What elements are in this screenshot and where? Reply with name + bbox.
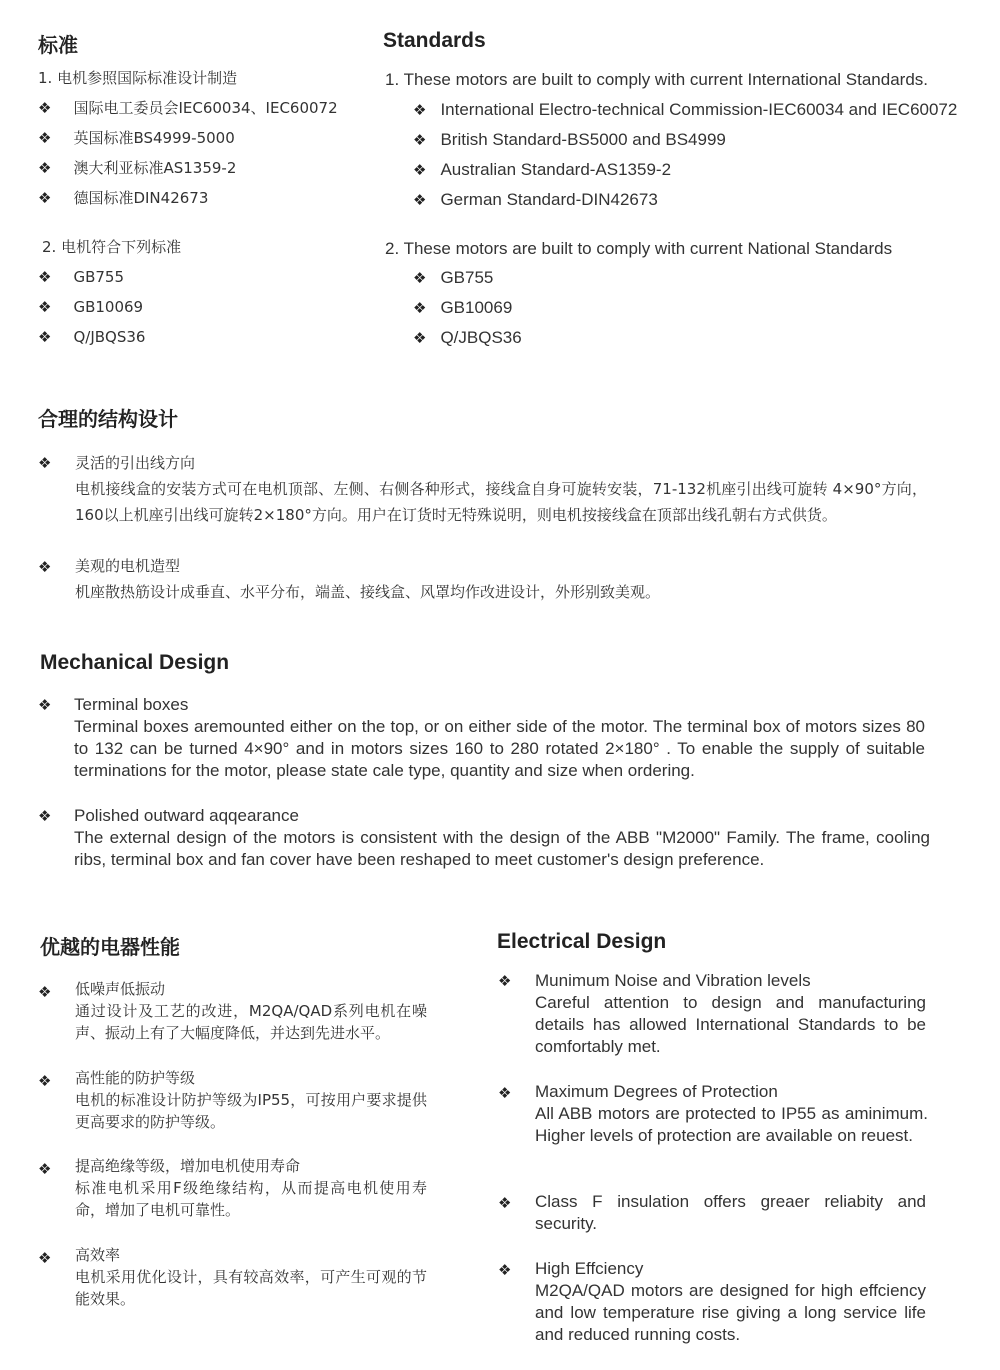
list-item: ❖ 澳大利亚标准AS1359-2 [38, 159, 237, 177]
structure-item2-body: 机座散热筋设计成垂直、水平分布，端盖、接线盒、风罩均作改进设计，外形别致美观。 [75, 583, 661, 601]
list-item: ❖ GB10069 [413, 298, 513, 317]
electrical-cn-item4-body: 电机采用优化设计，具有较高效率，可产生可观的节能效果。 [75, 1268, 427, 1308]
standards-natl-list-en [413, 263, 522, 353]
electrical-en-item4-body: M2QA/QAD motors are designed for high effciency and low temperature rise giving a long service life and reduced running costs. [535, 1281, 926, 1344]
bullet-icon: ❖ [38, 268, 52, 286]
electrical-cn-item3-body: 标准电机采用F级绝缘结构，从而提高电机使用寿命，增加了电机可靠性。 [75, 1179, 427, 1219]
bullet-icon: ❖ [498, 972, 512, 990]
structure-item1-body: 电机接线盒的安装方式可在电机顶部、左侧、右侧各种形式，接线盒自身可旋转安装，71-132机座引出线可旋转 4×90°方向，160以上机座引出线可旋转2×180°方向。用户在订货时无特殊说明，则电机按接线盒在顶部出线孔朝右方式供货。 [75, 480, 927, 524]
list-item: ❖ GB10069 [38, 298, 144, 316]
mechanical-item1-title: Terminal boxes [74, 695, 189, 714]
electrical-en-item3-body: Class F insulation offers greaer reliabity and security. [535, 1192, 926, 1233]
bullet-icon: ❖ [413, 329, 427, 347]
bullet-icon: ❖ [413, 191, 427, 209]
list-item: ❖ 国际电工委员会IEC60034、IEC60072 [38, 99, 338, 117]
bullet-icon: ❖ [38, 99, 52, 117]
list-item: ❖ 德国标准DIN42673 [38, 189, 209, 207]
electrical-cn-item3-title: 提高绝缘等级，增加电机使用寿命 [75, 1157, 301, 1175]
list-item: ❖ Australian Standard-AS1359-2 [413, 160, 672, 179]
electrical-en-item1-title: Munimum Noise and Vibration levels [535, 971, 811, 990]
standards-heading-en: Standards [383, 29, 486, 52]
bullet-icon: ❖ [38, 129, 52, 147]
electrical-cn-item1-body: 通过设计及工艺的改进，M2QA/QAD系列电机在噪声、振动上有了大幅度降低，并达到先进水平。 [75, 1002, 427, 1042]
standards-natl-list-cn [38, 262, 145, 352]
electrical-heading-en: Electrical Design [497, 930, 667, 953]
bullet-icon: ❖ [38, 454, 52, 472]
bullet-icon: ❖ [413, 269, 427, 287]
electrical-en-item1-body: Careful attention to design and manufacturing details has allowed International Standards to be comfortably met. [535, 993, 926, 1056]
bullet-icon: ❖ [38, 696, 52, 714]
bullet-icon: ❖ [498, 1261, 512, 1279]
electrical-cn-item2-title: 高性能的防护等级 [75, 1069, 196, 1087]
electrical-cn-item4-title: 高效率 [75, 1246, 121, 1264]
structure-item2-title: 美观的电机造型 [75, 557, 181, 575]
mechanical-heading-en: Mechanical Design [40, 651, 230, 674]
mechanical-item1-body: Terminal boxes aremounted either on the top, or on either side of the motor. The terminal box of motors sizes 80 to 132 can be turned 4×90° and in motors sizes 160 to 280 rotated 2×180° . To enable the supply of suitable terminations for the motor, please state cale type, quantity and size when ordering. [74, 717, 925, 780]
list-item: ❖ GB755 [413, 268, 494, 287]
mechanical-item2-title: Polished outward aqqearance [74, 806, 299, 825]
standards-intl-list-en [413, 95, 957, 215]
bullet-icon: ❖ [38, 189, 52, 207]
list-item: ❖ Q/JBQS36 [413, 328, 522, 347]
electrical-heading-cn: 优越的电器性能 [40, 935, 180, 959]
structure-heading-cn: 合理的结构设计 [38, 407, 178, 431]
standards-natl-title-en: 2. These motors are built to comply with current National Standards [385, 239, 893, 258]
bullet-icon: ❖ [413, 131, 427, 149]
bullet-icon: ❖ [38, 1072, 52, 1090]
electrical-en-item2-title: Maximum Degrees of Protection [535, 1082, 778, 1101]
bullet-icon: ❖ [38, 1160, 52, 1178]
bullet-icon: ❖ [38, 558, 52, 576]
electrical-en-item4-title: High Effciency [535, 1259, 644, 1278]
electrical-cn-item1-title: 低噪声低振动 [75, 980, 166, 998]
bullet-icon: ❖ [38, 328, 52, 346]
electrical-cn-item2-body: 电机的标准设计防护等级为IP55，可按用户要求提供更高要求的防护等级。 [75, 1091, 427, 1131]
list-item: ❖ GB755 [38, 268, 124, 286]
mechanical-item2-body: The external design of the motors is consistent with the design of the ABB "M2000" Family. The frame, cooling ribs, terminal box and fan cover have been reshaped to meet customer's design preference. [74, 828, 930, 869]
bullet-icon: ❖ [38, 298, 52, 316]
list-item: ❖ German Standard-DIN42673 [413, 190, 658, 209]
electrical-en-item2-body: All ABB motors are protected to IP55 as aminimum. Higher levels of protection are available on reuest. [535, 1104, 928, 1145]
list-item: ❖ British Standard-BS5000 and BS4999 [413, 130, 726, 149]
bullet-icon: ❖ [38, 1249, 52, 1267]
standards-intl-title-cn: 1. 电机参照国际标准设计制造 [38, 69, 238, 87]
bullet-icon: ❖ [498, 1194, 512, 1212]
bullet-icon: ❖ [498, 1084, 512, 1102]
standards-natl-title-cn: 2. 电机符合下列标准 [42, 238, 182, 256]
bullet-icon: ❖ [38, 983, 52, 1001]
list-item: ❖ Q/JBQS36 [38, 328, 146, 346]
structure-item1-title: 灵活的引出线方向 [75, 454, 196, 472]
bullet-icon: ❖ [413, 101, 427, 119]
bullet-icon: ❖ [413, 161, 427, 179]
standards-intl-title-en: 1. These motors are built to comply with current International Standards. [385, 70, 929, 89]
standards-heading-cn: 标准 [38, 33, 78, 57]
list-item: ❖ 英国标准BS4999-5000 [38, 129, 235, 147]
bullet-icon: ❖ [38, 159, 52, 177]
bullet-icon: ❖ [413, 299, 427, 317]
list-item: ❖ International Electro-technical Commission-IEC60034 and IEC60072 [413, 100, 958, 119]
standards-intl-list-cn [38, 93, 338, 213]
bullet-icon: ❖ [38, 807, 52, 825]
